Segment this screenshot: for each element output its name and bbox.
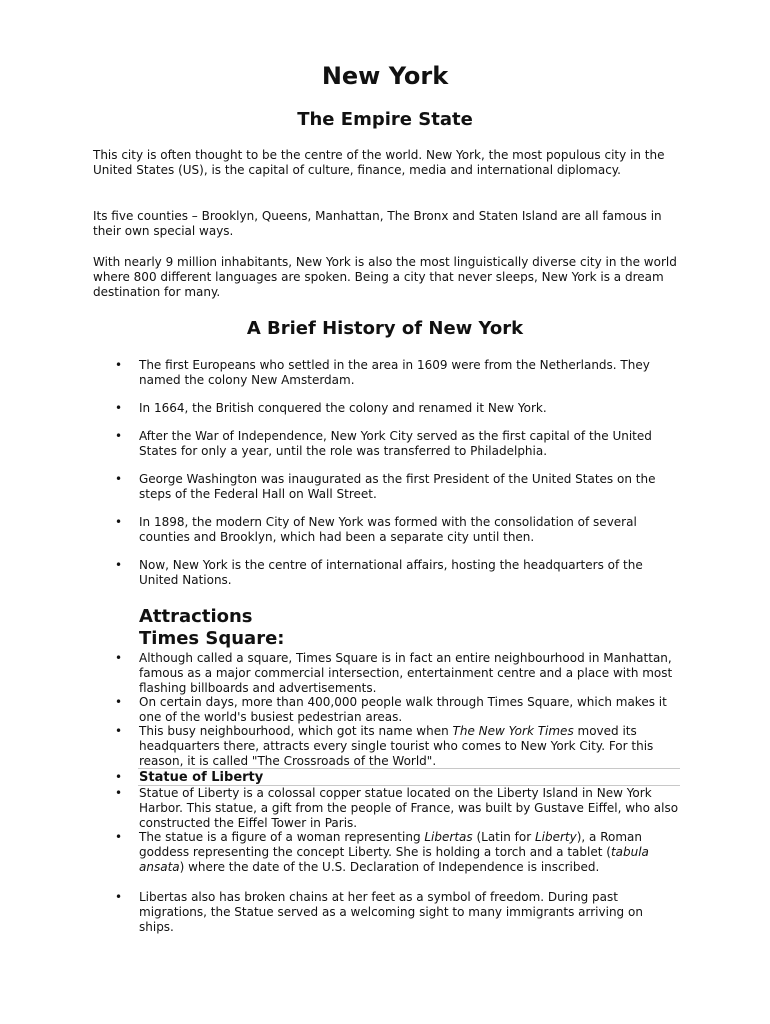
- intro-paragraph-3: With nearly 9 million inhabitants, New York is also the most linguistically diverse city in the world where 800 different languages are spoken. Being a city that never sleeps, New York is a dream destination for many.: [93, 255, 677, 299]
- list-item-text: The first Europeans who settled in the area in 1609 were from the Netherlands. They named the colony New Amsterdam.: [139, 358, 650, 387]
- history-heading: A Brief History of New York: [246, 318, 524, 339]
- intro-paragraph-2: Its five counties – Brooklyn, Queens, Manhattan, The Bronx and Staten Island are all famous in their own special ways.: [93, 209, 662, 238]
- newspaper-name: The New York Times: [452, 724, 574, 738]
- page-subtitle: The Empire State: [297, 109, 473, 130]
- list-item-text: In 1898, the modern City of New York was formed with the consolidation of several counties and Brooklyn, which had been a separate city until then.: [139, 515, 637, 544]
- list-item-text: Statue of Liberty is a colossal copper statue located on the Liberty Island in New York Harbor. This statue, a gift from the people of France, was built by Gustave Eiffel, who also constructed the Eiffel Tower in Paris.: [139, 786, 679, 830]
- bullet-icon: •: [115, 515, 123, 529]
- bullet-icon: •: [115, 401, 123, 415]
- attractions-heading: Attractions: [139, 606, 253, 627]
- bullet-icon: •: [115, 890, 123, 904]
- list-item-text: In 1664, the British conquered the colony and renamed it New York.: [139, 401, 547, 415]
- list-item-text: This busy neighbourhood, which got its name when The New York Times moved its headquarters there, attracts every single tourist who comes to New York City. For this reason, it is called "The Crossroads of the World".: [139, 724, 654, 768]
- divider: [138, 768, 680, 769]
- page-title: New York: [321, 62, 449, 90]
- list-item-text: Although called a square, Times Square is in fact an entire neighbourhood in Manhattan, famous as a major commercial intersection, entertainment centre and a place with most flashing billboards and advertisements.: [139, 651, 673, 695]
- list-item-text: George Washington was inaugurated as the first President of the United States on the steps of the Federal Hall on Wall Street.: [139, 472, 656, 501]
- list-item-text: Libertas also has broken chains at her feet as a symbol of freedom. During past migrations, the Statue served as a welcoming sight to many immigrants arriving on ships.: [139, 890, 643, 934]
- list-item-text: On certain days, more than 400,000 people walk through Times Square, which makes it one of the world's busiest pedestrian areas.: [139, 695, 667, 724]
- bullet-icon: •: [115, 358, 123, 372]
- statue-heading: Statue of Liberty: [139, 770, 264, 785]
- bullet-icon: •: [115, 770, 123, 784]
- bullet-icon: •: [115, 724, 123, 738]
- bullet-icon: •: [115, 786, 123, 800]
- intro-paragraph-1: This city is often thought to be the centre of the world. New York, the most populous city in the United States (US), is the capital of culture, finance, media and international diplomacy.: [93, 148, 665, 177]
- bullet-icon: •: [115, 472, 123, 486]
- bullet-icon: •: [115, 695, 123, 709]
- times-square-heading: Times Square:: [139, 628, 285, 649]
- list-item-text: The statue is a figure of a woman representing Libertas (Latin for Liberty), a Roman goddess representing the concept Liberty. She is holding a torch and a tablet (tabula ansata) where the date of the U.S. Declaration of Independence is inscribed.: [139, 830, 649, 874]
- list-item-text: After the War of Independence, New York City served as the first capital of the United States for only a year, until the role was transferred to Philadelphia.: [139, 429, 652, 458]
- bullet-icon: •: [115, 558, 123, 572]
- bullet-icon: •: [115, 830, 123, 844]
- list-item-text: Now, New York is the centre of international affairs, hosting the headquarters of the United Nations.: [139, 558, 643, 587]
- bullet-icon: •: [115, 429, 123, 443]
- bullet-icon: •: [115, 651, 123, 665]
